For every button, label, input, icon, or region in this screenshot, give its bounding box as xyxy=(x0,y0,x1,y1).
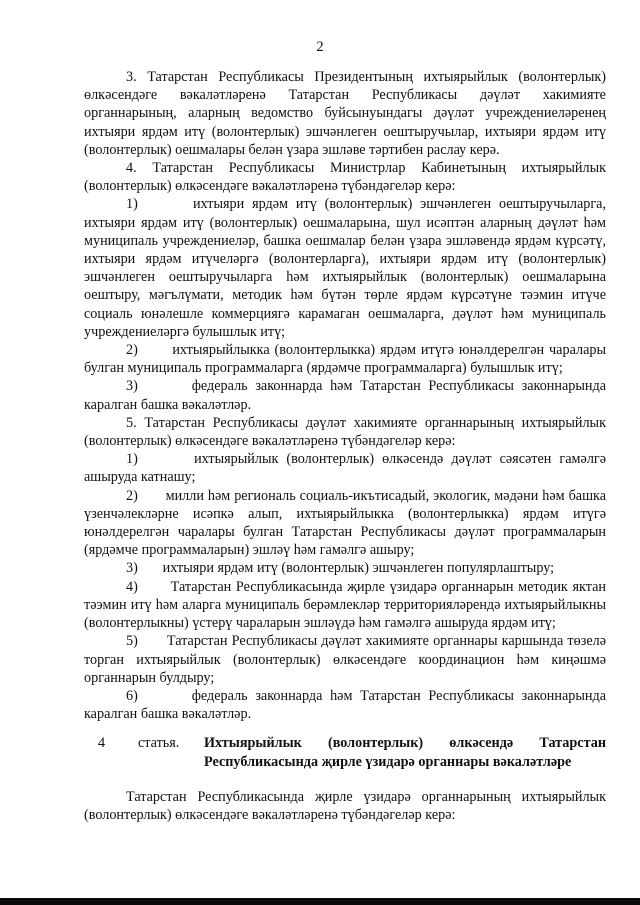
list-item xyxy=(84,559,606,577)
list-item-number: 1) xyxy=(126,196,138,213)
list-item-text: Татарстан Республикасы дәүләт хакимияте органнары каршында төзелә торган ихтыярыйлык (волонтерлык) өлкәсендәге координацион һәм киңәшмә органнарын булдыру; xyxy=(84,633,606,686)
list-item-text: милли һәм региональ социаль-икътисадый, экологик, мәдәни һәм башка үзенчәлекләрне исәпкә алып, ихтыярыйлыкка (волонтерлыкка) ярдәм итүгә юнәлдерелгән чаралары булган Татарстан Республикасы дәүләт программаларын (ярдәмче программаларын) эшләү һәм гамәлгә ашыру; xyxy=(84,487,607,559)
scan-bottom-edge xyxy=(0,898,640,905)
list-item-number: 2) xyxy=(126,342,138,359)
list-item xyxy=(84,487,606,560)
article-label: статья. xyxy=(138,735,180,752)
list-item-number: 3) xyxy=(126,378,138,395)
list-item-number: 2) xyxy=(126,487,138,504)
paragraph-text: 4. Татарстан Республикасы Министрлар Кабинетының ихтыярыйлык (волонтерлык) өлкәсендәге вәкаләтләренә түбәндәгеләр керә: xyxy=(84,160,606,195)
article-title-line-1: Ихтыярыйлык (волонтерлык) өлкәсендә Татарстан xyxy=(204,735,606,752)
list-item xyxy=(84,450,606,486)
document-body xyxy=(84,68,606,824)
list-item-text: федераль законнарда һәм Татарстан Республикасы законнарында каралган башка вәкаләтләр. xyxy=(84,378,607,413)
closing-paragraph xyxy=(84,788,606,824)
article-heading xyxy=(84,734,606,770)
article-title-line-2: Республикасында җирле үзидарә органнары вәкаләтләре xyxy=(204,753,572,770)
list-item-text: федераль законнарда һәм Татарстан Республикасы законнарында каралган башка вәкаләтләр. xyxy=(84,687,607,723)
list-item-text: ихтыярыйлык (волонтерлык) өлкәсендә дәүләт сәясәтен гамәлгә ашыруда катнашу; xyxy=(84,451,607,486)
list-item xyxy=(84,578,606,633)
article-title xyxy=(190,734,606,770)
list-item-number: 6) xyxy=(126,687,138,704)
list-item-number: 1) xyxy=(126,451,138,468)
list-item xyxy=(84,341,606,377)
list-item xyxy=(84,377,606,413)
list-item xyxy=(84,195,606,341)
list-item-number: 4) xyxy=(126,578,138,595)
paragraph-5 xyxy=(84,414,606,450)
page-number: 2 xyxy=(316,39,324,55)
paragraph-text: Татарстан Республикасында җирле үзидарә органнарының ихтыярыйлык (волонтерлык) өлкәсендәге вәкаләтләренә түбәндәгеләр керә: xyxy=(84,788,606,823)
paragraph-text: 5. Татарстан Республикасы дәүләт хакимияте органнарының ихтыярыйлык (волонтерлык) өлкәсендәге вәкаләтләренә түбәндәгеләр керә: xyxy=(84,414,606,450)
list-item-text: ихтыяри ярдәм итү (волонтерлык) эшчәнлеген популярлаштыру; xyxy=(162,560,555,577)
paragraph-text: 3. Татарстан Республикасы Президентының ихтыярыйлык (волонтерлык) өлкәсендәге вәкаләтләренә Татарстан Республикасы дәүләт хакимияте органнарының, аларның ведомство буйсынуындагы дәүләт учреждениеләренең ихтыяри ярдәм итү (волонтерлык) эшчәнлеген оештыручылар, ихтыяри ярдәм итү (волонтерлык) оешмалары белән үзара эшләве тәртибен раслау керә. xyxy=(84,69,606,158)
list-item xyxy=(84,632,606,687)
list-item-number: 3) xyxy=(126,560,138,577)
list-item-text: ихтыярыйлыкка (волонтерлыкка) ярдәм итүгә юнәлдерелгән чаралары булган муниципаль программаларга (ярдәмче программаларга) булышлык итү; xyxy=(84,342,607,377)
list-item xyxy=(84,687,606,723)
paragraph-3 xyxy=(84,68,606,159)
paragraph-4 xyxy=(84,159,606,195)
list-item-text: ихтыяри ярдәм итү (волонтерлык) эшчәнлеген оештыручыларга, ихтыяри ярдәм итү (волонтерлык) оешмаларына, шул исәптән аларның дәүләт һәм муниципаль учреждениеләр, башка оешмалар белән үзара эшләвендә ярдәм күрсәтү, ихтыяри ярдәм итүчеләргә (волонтерларга), ихтыяри ярдәм итү (волонтерлык) эшчәнлеген оештыручыларга һәм ихтыярыйлык (волонтерлык) оешмаларына оештыру, мәгълүмати, методик һәм бүтән төрле ярдәм күрсәтүне тәэмин итүче социаль юнәлешле коммерциягә карамаган оешмаларга, дәүләт һәм муниципаль учреждениеләргә булышлык итү; xyxy=(84,196,607,340)
list-item-text: Татарстан Республикасында җирле үзидарә органнарын методик яктан тәэмин итү һәм аларга муниципаль берәмлекләр территорияләрендә ихтыярыйлыкны (волонтерлыкны) үстерү чараларын эшләүдә һәм гамәлгә ашыруда ярдәм итү; xyxy=(84,578,607,632)
list-item-number: 5) xyxy=(126,633,138,650)
article-number: 4 xyxy=(98,735,106,752)
